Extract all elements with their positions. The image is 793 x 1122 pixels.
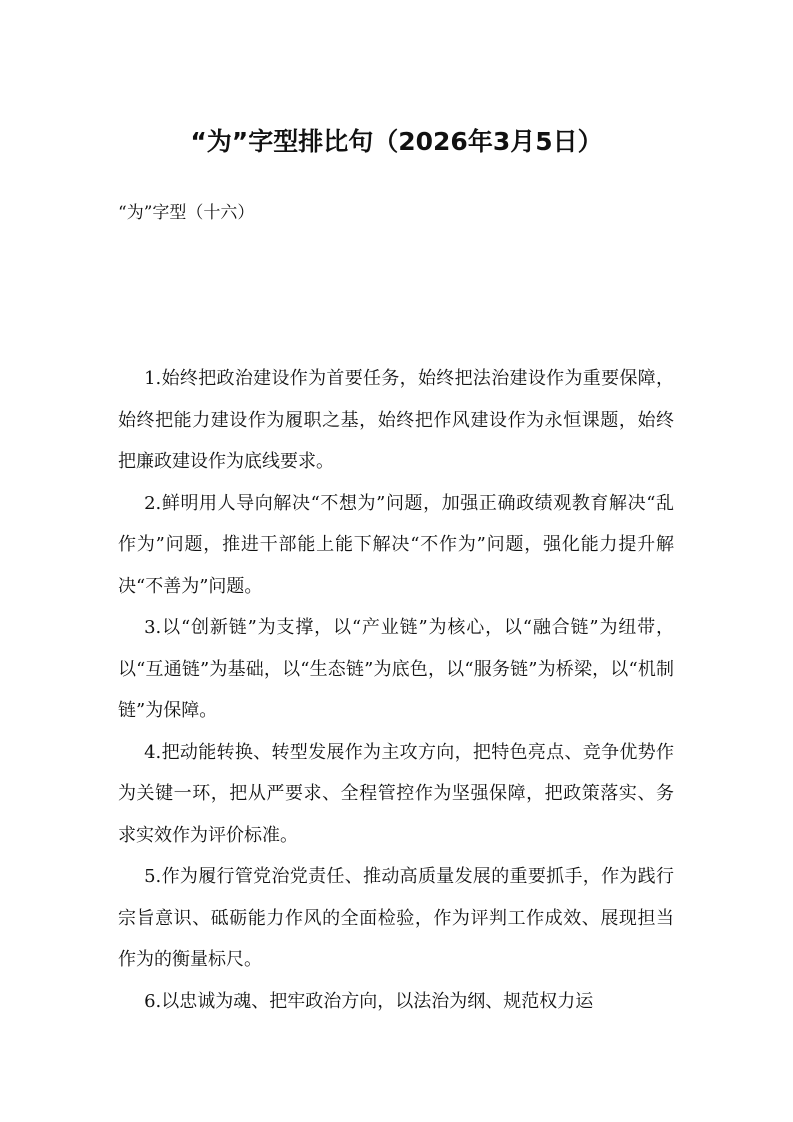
paragraph-1: 1.始终把政治建设作为首要任务，始终把法治建设作为重要保障，始终把能力建设作为履职之基，始终把作风建设作为永恒课题，始终把廉政建设作为底线要求。 <box>118 368 674 472</box>
document-title: “为”字型排比句（2026年3月5日） <box>190 127 603 156</box>
paragraph-4: 4.把动能转换、转型发展作为主攻方向，把特色亮点、竞争优势作为关键一环，把从严要求、全程管控作为坚强保障，把政策落实、务求实效作为评价标准。 <box>118 741 674 846</box>
paragraph-2: 2.鲜明用人导向解决“不想为”问题，加强正确政绩观教育解决“乱作为”问题，推进干部能上能下解决“不作为”问题，强化能力提升解决“不善为”问题。 <box>118 492 674 597</box>
document-body <box>118 358 674 1022</box>
paragraph-3: 3.以“创新链”为支撑，以“产业链”为核心，以“融合链”为纽带，以“互通链”为基础，以“生态链”为底色，以“服务链”为桥梁，以“机制链”为保障。 <box>118 617 674 721</box>
paragraph-6: 6.以忠诚为魂、把牢政治方向，以法治为纲、规范权力运 <box>144 990 594 1012</box>
document-subtitle: “为”字型（十六） <box>118 203 255 223</box>
paragraph-5: 5.作为履行管党治党责任、推动高质量发展的重要抓手，作为践行宗旨意识、砥砺能力作风的全面检验，作为评判工作成效、展现担当作为的衡量标尺。 <box>118 866 674 970</box>
